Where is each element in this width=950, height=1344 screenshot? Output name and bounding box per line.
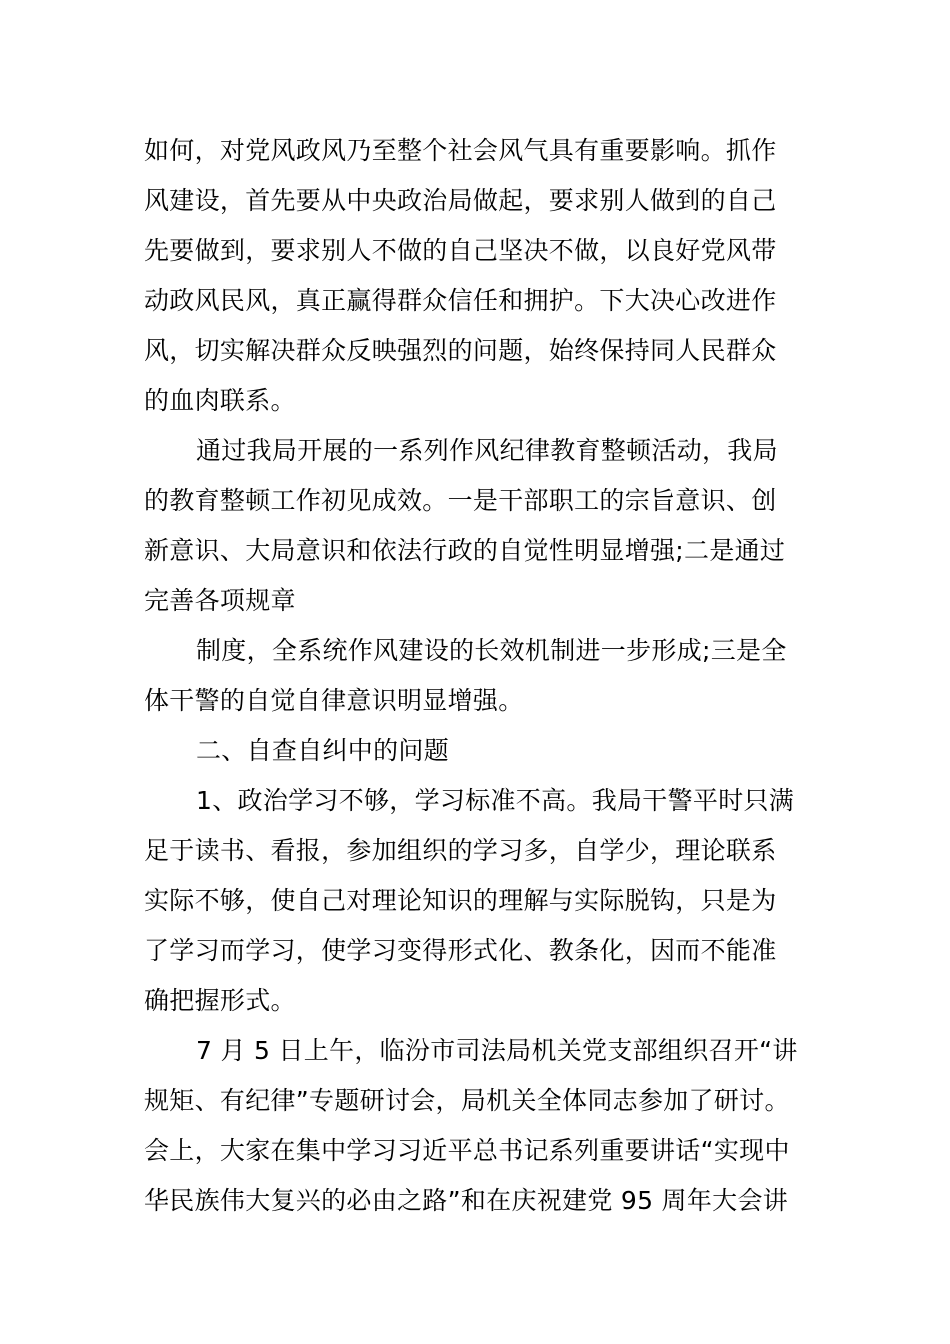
paragraph-first-line: 制度，全系统作风建设的长效机制进一步形成;三是全 (196, 636, 787, 665)
text-line: 风建设，首先要从中央政治局做起，要求别人做到的自己 (144, 186, 777, 215)
text-line: 确把握形式。 (144, 986, 296, 1015)
paragraph-first-line: 1、政治学习不够，学习标准不高。我局干警平时只满 (196, 786, 795, 815)
text-line: 实际不够，使自己对理论知识的理解与实际脱钩，只是为 (144, 886, 777, 915)
paragraph-first-line: 通过我局开展的一系列作风纪律教育整顿活动，我局 (196, 436, 778, 465)
text-line: 新意识、大局意识和依法行政的自觉性明显增强;二是通过 (144, 536, 786, 565)
text-line: 先要做到，要求别人不做的自己坚决不做，以良好党风带 (144, 236, 777, 265)
section-heading: 二、自查自纠中的问题 (196, 736, 450, 765)
text-line: 风，切实解决群众反映强烈的问题，始终保持同人民群众 (144, 336, 777, 365)
text-line: 足于读书、看报，参加组织的学习多，自学少，理论联系 (144, 836, 777, 865)
text-line: 华民族伟大复兴的必由之路”和在庆祝建党 95 周年大会讲 (144, 1186, 789, 1215)
text-line: 会上，大家在集中学习习近平总书记系列重要讲话“实现中 (144, 1136, 790, 1165)
text-line: 如何，对党风政风乃至整个社会风气具有重要影响。抓作 (144, 136, 777, 165)
text-line: 规矩、有纪律”专题研讨会，局机关全体同志参加了研讨。 (144, 1086, 790, 1115)
text-line: 体干警的自觉自律意识明显增强。 (144, 686, 524, 715)
document-body (144, 126, 808, 1226)
text-line: 的教育整顿工作初见成效。一是干部职工的宗旨意识、创 (144, 486, 777, 515)
text-line: 动政风民风，真正赢得群众信任和拥护。下大决心改进作 (144, 286, 777, 315)
text-line: 了学习而学习，使学习变得形式化、教条化，因而不能准 (144, 936, 777, 965)
text-line: 的血肉联系。 (144, 386, 296, 415)
paragraph-first-line: 7 月 5 日上午，临汾市司法局机关党支部组织召开“讲 (196, 1036, 798, 1065)
text-line: 完善各项规章 (144, 586, 296, 615)
